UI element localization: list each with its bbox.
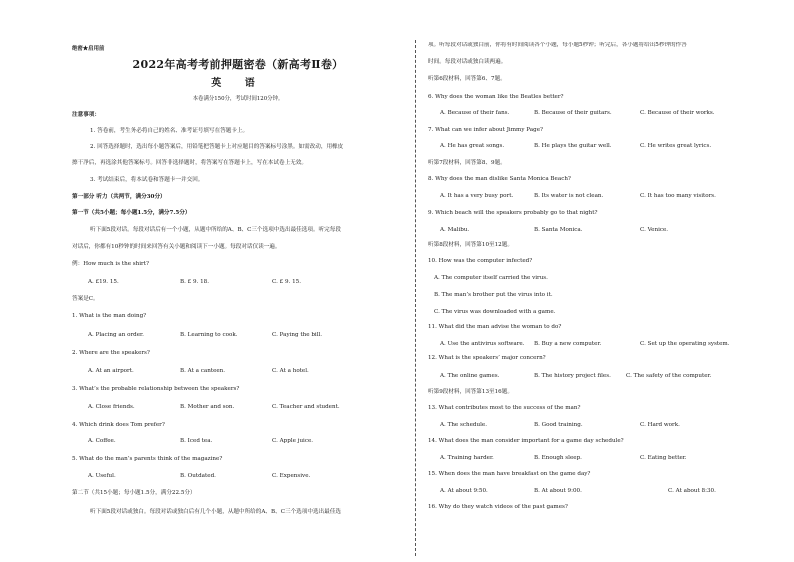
question-14: 14. What does the man consider important for a game day schedule? — [428, 438, 624, 444]
question-3: 3. What’s the probable relationship between the speakers? — [72, 386, 240, 392]
q2-option-c: C. At a hotel. — [272, 368, 309, 374]
question-10: 10. How was the computer infected? — [428, 258, 533, 264]
q12-option-b: B. The history project files. — [534, 373, 611, 379]
q1-option-b: B. Learning to cook. — [180, 332, 238, 338]
q6-option-c: C. Because of their works. — [640, 110, 715, 116]
q4-option-b: B. Iced tea. — [180, 438, 213, 444]
q9-option-c: C. Venice. — [640, 227, 669, 233]
question-16: 16. Why do they watch videos of the past games? — [428, 504, 568, 510]
q11-option-a: A. Use the antivirus software. — [440, 341, 525, 347]
q11-option-c: C. Set up the operating system. — [640, 341, 730, 347]
q15-option-a: A. At about 9:50. — [440, 488, 488, 494]
q9-option-a: A. Malibu. — [440, 227, 470, 233]
right-column — [428, 42, 758, 562]
q6-option-a: A. Because of their fans. — [440, 110, 510, 116]
q5-option-a: A. Useful. — [88, 473, 116, 479]
q8-option-c: C. It has too many visitors. — [640, 193, 716, 199]
section2-instruction-2: 项。听每段对话或独白前，你将有时间阅读各个小题，每小题5秒钟；听完后，各小题将给出5秒钟的作答 — [428, 42, 687, 48]
q10-option-c: C. The virus was downloaded with a game. — [434, 309, 556, 315]
example-question: 例：How much is the shirt? — [72, 261, 149, 267]
q5-option-b: B. Outdated. — [180, 473, 216, 479]
note-1: 1. 答卷前，考生务必将自己的姓名、准考证号填写在答题卡上。 — [90, 128, 249, 134]
q11-option-b: B. Buy a new computer. — [534, 341, 602, 347]
question-15: 15. When does the man have breakfast on the game day? — [428, 471, 591, 477]
section2-heading: 第二节（共15小题；每小题1.5分，满分22.5分） — [72, 490, 196, 496]
q12-option-c: C. The safety of the computer. — [626, 373, 712, 379]
q2-option-a: A. At an airport. — [88, 368, 134, 374]
q13-option-a: A. The schedule. — [440, 422, 487, 428]
example-option-b: B. £ 9. 18. — [180, 279, 210, 285]
q9-option-b: B. Santa Monica. — [534, 227, 583, 233]
question-9: 9. Which beach will the speakers probably go to that night? — [428, 210, 598, 216]
q4-option-c: C. Apple juice. — [272, 438, 314, 444]
q15-option-b: B. At about 9:00. — [534, 488, 582, 494]
question-2: 2. Where are the speakers? — [72, 350, 150, 356]
exam-subject: 英 语 — [211, 78, 265, 89]
confidential-mark: 绝密★启用前 — [72, 46, 105, 52]
q4-option-a: A. Coffee. — [88, 438, 116, 444]
column-divider — [415, 40, 416, 556]
q7-option-c: C. He writes great lyrics. — [640, 143, 712, 149]
q7-option-b: B. He plays the guitar well. — [534, 143, 612, 149]
question-4: 4. Which drink does Tom prefer? — [72, 422, 165, 428]
example-answer: 答案是C。 — [72, 296, 99, 302]
q15-option-c: C. At about 8:30. — [668, 488, 716, 494]
question-13: 13. What contributes most to the success of the man? — [428, 405, 581, 411]
q3-option-c: C. Teacher and student. — [272, 404, 340, 410]
question-11: 11. What did the man advise the woman to do? — [428, 324, 562, 330]
material-7: 听第7段材料，回答第8、9题。 — [428, 160, 506, 166]
question-6: 6. Why does the woman like the Beatles better? — [428, 94, 564, 100]
q3-option-a: A. Close friends. — [88, 404, 135, 410]
q8-option-a: A. It has a very busy port. — [440, 193, 514, 199]
q14-option-c: C. Eating better. — [640, 455, 687, 461]
q10-option-b: B. The man’s brother put the virus into it. — [434, 292, 553, 298]
q14-option-b: B. Enough sleep. — [534, 455, 582, 461]
q10-option-a: A. The computer itself carried the virus. — [434, 275, 548, 281]
left-column — [72, 40, 404, 562]
note-2-line-2: 擦干净后，再选涂其他答案标号。回答非选择题时，将答案写在答题卡上，写在本试卷上无效。 — [72, 160, 307, 166]
q1-option-a: A. Placing an order. — [88, 332, 144, 338]
q8-option-b: B. Its water is not clean. — [534, 193, 604, 199]
score-time-line: 本卷满分150分，考试时间120分钟。 — [192, 96, 284, 102]
notes-heading: 注意事项： — [72, 112, 100, 118]
section2-instruction-3: 时间。每段对话或独白读两遍。 — [428, 59, 507, 65]
material-6: 听第6段材料，回答第6、7题。 — [428, 76, 506, 82]
note-3: 3. 考试结束后，将本试卷和答题卡一并交回。 — [90, 177, 204, 183]
question-7: 7. What can we infer about Jimmy Page? — [428, 127, 544, 133]
q13-option-b: B. Good training. — [534, 422, 583, 428]
section1-instruction-1: 听下面5段对话。每段对话后有一个小题，从题中所给的A、B、C三个选项中选出最佳选项。听完每段 — [90, 227, 341, 233]
example-option-c: C. £ 9. 15. — [272, 279, 301, 285]
q6-option-b: B. Because of their guitars. — [534, 110, 612, 116]
note-2-line-1: 2. 回答选择题时，选出每小题答案后，用铅笔把答题卡上对应题目的答案标号涂黑。如需改动，用橡皮 — [90, 144, 344, 150]
question-5: 5. What do the man’s parents think of the magazine? — [72, 456, 223, 462]
section2-instruction-1: 听下面5段对话或独白。每段对话或独白后有几个小题，从题中所给的A、B、C三个选项中选出最佳选 — [90, 509, 341, 515]
part1-heading: 第一部分 听力（共两节，满分30分） — [72, 194, 166, 200]
q12-option-a: A. The online games. — [440, 373, 500, 379]
q14-option-a: A. Training harder. — [440, 455, 494, 461]
material-9: 听第9段材料，回答第13至16题。 — [428, 389, 513, 395]
question-8: 8. Why does the man dislike Santa Monica Beach? — [428, 176, 571, 182]
example-option-a: A. £19. 15. — [88, 279, 119, 285]
question-12: 12. What is the speakers’ major concern? — [428, 355, 546, 361]
q5-option-c: C. Expensive. — [272, 473, 311, 479]
q13-option-c: C. Hard work. — [640, 422, 680, 428]
q2-option-b: B. At a canteen. — [180, 368, 226, 374]
q3-option-b: B. Mother and son. — [180, 404, 235, 410]
section1-instruction-2: 对话后，你都有10秒钟的时间来回答有关小题和阅读下一小题。每段对话仅读一遍。 — [72, 244, 281, 250]
q7-option-a: A. He has great songs. — [440, 143, 505, 149]
material-8: 听第8段材料，回答第10至12题。 — [428, 242, 513, 248]
exam-title: 2022年高考考前押题密卷（新高考Ⅱ卷） — [132, 58, 344, 71]
section1-heading: 第一节（共5小题；每小题1.5分，满分7.5分） — [72, 210, 191, 216]
q1-option-c: C. Paying the bill. — [272, 332, 323, 338]
question-1: 1. What is the man doing? — [72, 313, 147, 319]
